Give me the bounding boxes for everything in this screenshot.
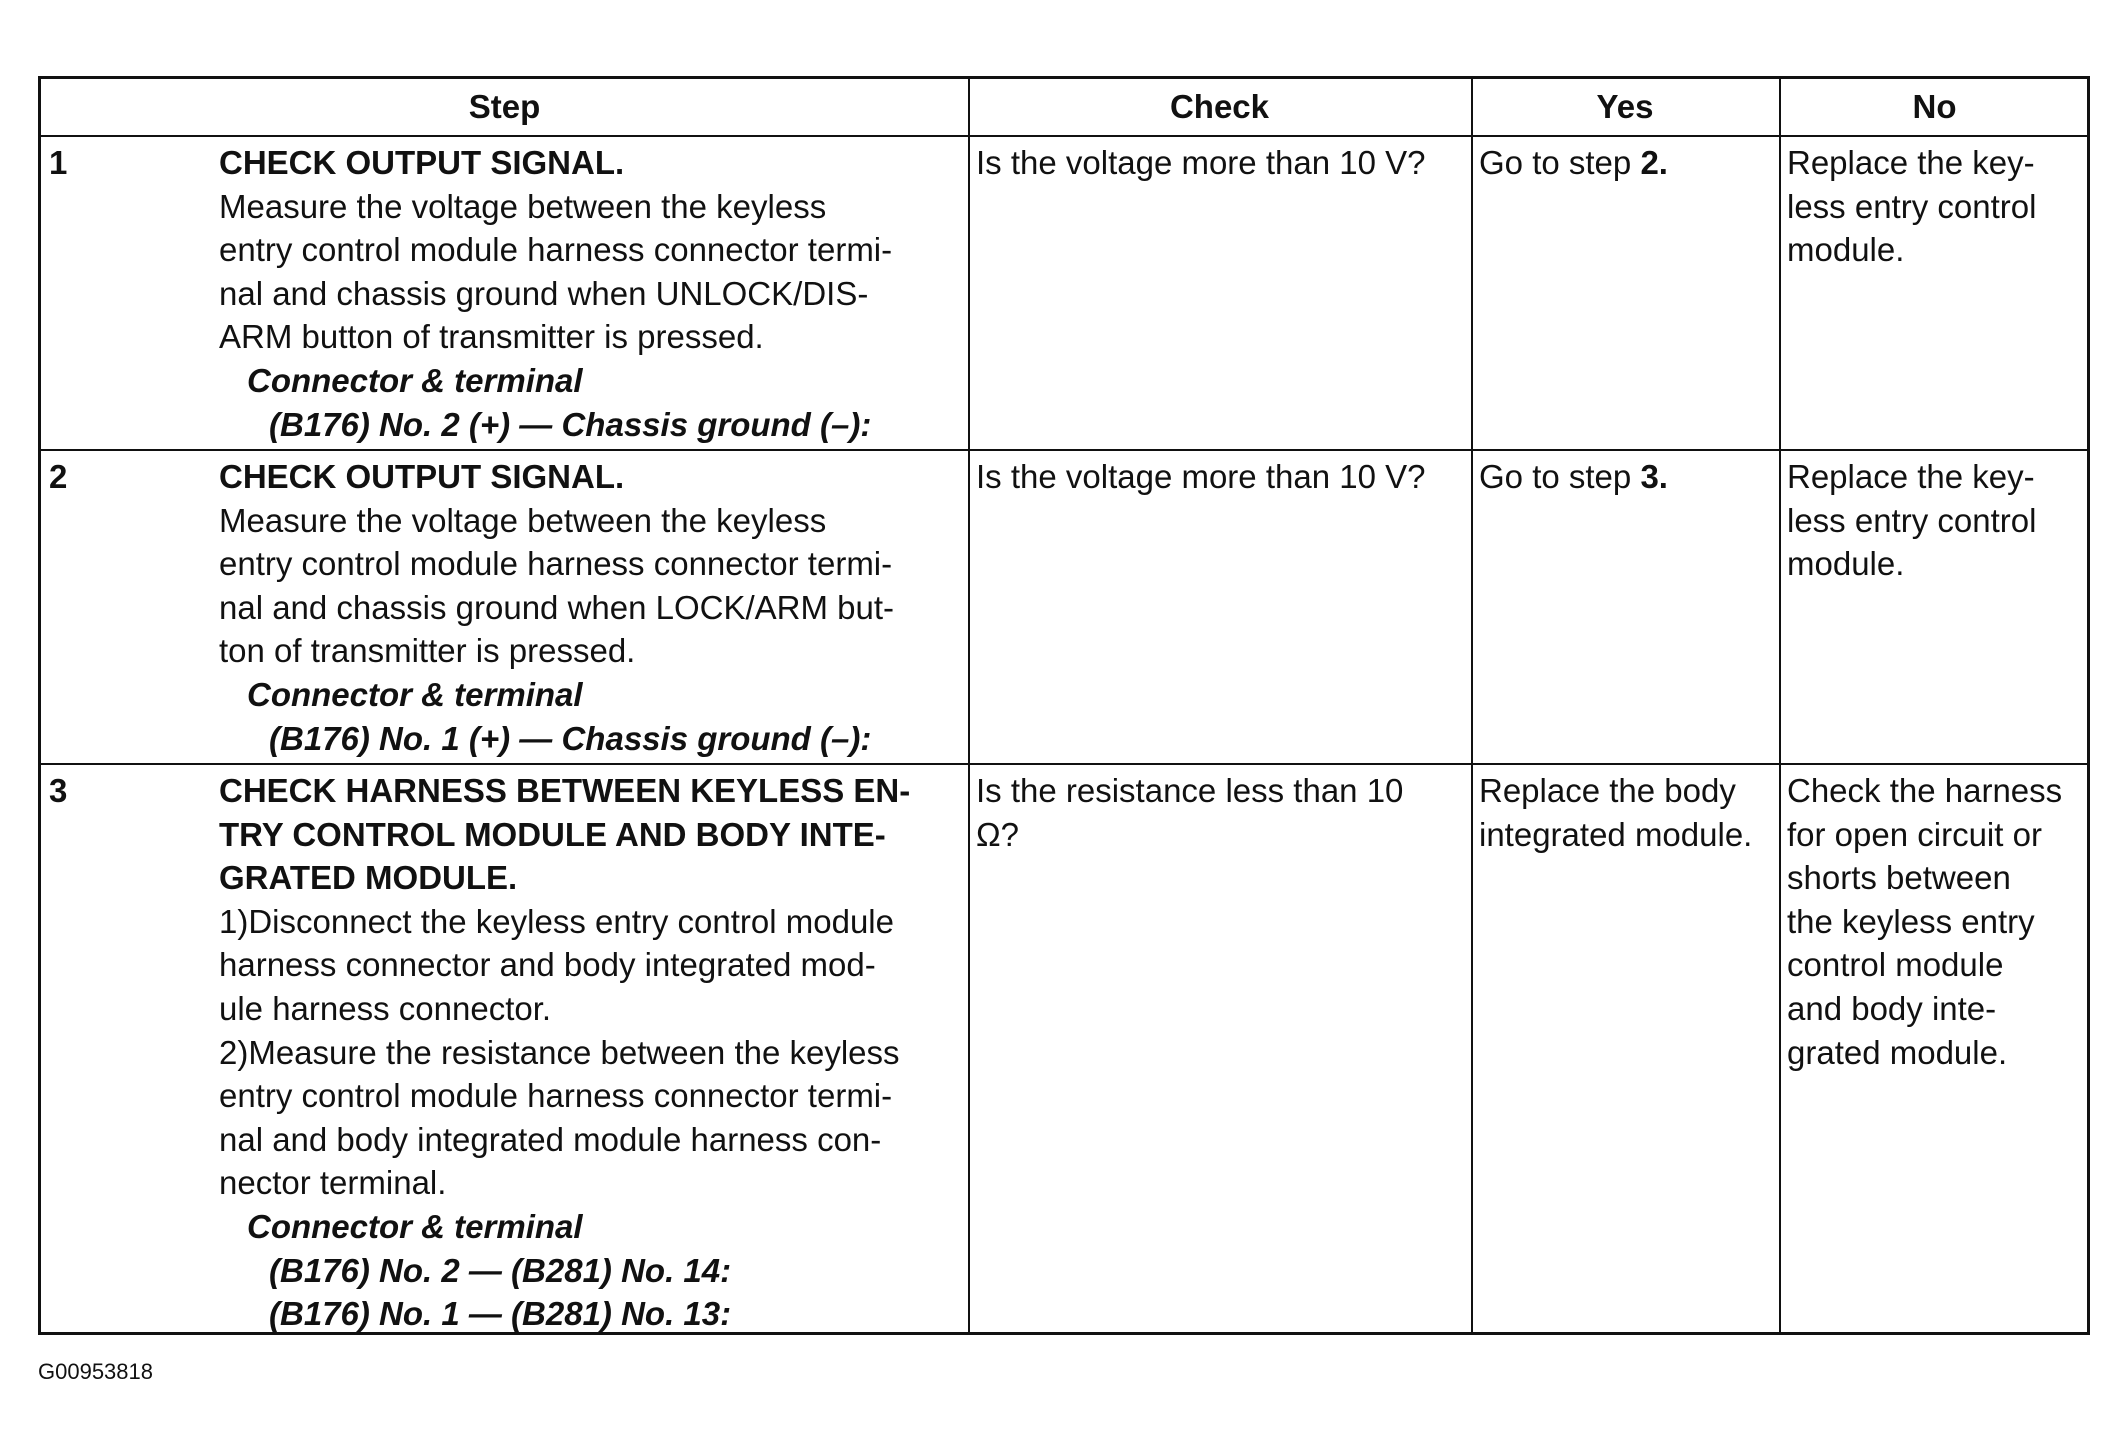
row-divider: [41, 763, 2087, 765]
step-text: Measure the voltage between the keyless: [219, 501, 827, 539]
step-text: Measure the voltage between the keyless: [219, 187, 827, 225]
step-text: entry control module harness connector termi-: [219, 545, 893, 583]
step-text: nal and body integrated module harness con-: [219, 1120, 882, 1158]
step-text: 2)Measure the resistance between the keyless: [219, 1033, 900, 1071]
connector-terminal: (B176) No. 1 — (B281) No. 13:: [269, 1295, 732, 1333]
step-content: [219, 769, 910, 1336]
row-divider: [41, 449, 2087, 451]
no-content: [1787, 769, 2062, 1074]
connector-terminal: (B176) No. 1 (+) — Chassis ground (–):: [269, 719, 872, 757]
figure-id: G00953818: [38, 1359, 153, 1384]
connector-terminal: (B176) No. 2 (+) — Chassis ground (–):: [269, 405, 872, 443]
check-text: Is the voltage more than 10 V?: [976, 458, 1426, 495]
check-content: [976, 141, 1425, 185]
column-divider: [968, 79, 970, 1332]
connector-label: Connector & terminal: [247, 361, 583, 399]
yes-step-ref: 2.: [1640, 144, 1668, 181]
step-content: [219, 141, 892, 446]
step-text: entry control module harness connector termi-: [219, 231, 893, 269]
no-text: and body inte-: [1787, 989, 1997, 1027]
step-number: 2: [49, 458, 68, 495]
yes-step-ref: 3.: [1640, 458, 1668, 495]
step-text: nal and chassis ground when LOCK/ARM but-: [219, 588, 895, 626]
header-yes: Yes: [1596, 88, 1654, 125]
step-title: GRATED MODULE.: [219, 859, 518, 897]
no-text: shorts between: [1787, 859, 2011, 897]
row-divider: [41, 135, 2087, 137]
yes-content: [1479, 769, 1752, 856]
no-content: [1787, 455, 2036, 586]
check-content: [976, 769, 1403, 856]
step-text: harness connector and body integrated mod-: [219, 946, 876, 984]
no-text: control module: [1787, 946, 2004, 984]
header-no: No: [1912, 88, 1957, 125]
column-divider: [1471, 79, 1473, 1332]
step-number: 1: [49, 144, 68, 181]
check-text: Is the resistance less than 10: [976, 772, 1404, 809]
step-title: CHECK OUTPUT SIGNAL.: [219, 144, 625, 181]
connector-label: Connector & terminal: [247, 1207, 583, 1245]
connector-label: Connector & terminal: [247, 675, 583, 713]
yes-text: integrated module.: [1479, 815, 1753, 853]
header-step: Step: [468, 88, 541, 125]
no-text: Check the harness: [1787, 772, 2063, 809]
column-divider: [1779, 79, 1781, 1332]
step-text: nal and chassis ground when UNLOCK/DIS-: [219, 274, 869, 312]
no-text: module.: [1787, 545, 1905, 583]
step-title: CHECK OUTPUT SIGNAL.: [219, 458, 625, 495]
step-text: entry control module harness connector termi-: [219, 1077, 893, 1115]
step-text: nector terminal.: [219, 1164, 447, 1202]
step-number: 3: [49, 772, 68, 809]
step-text: 1)Disconnect the keyless entry control module: [219, 902, 894, 940]
yes-content: [1479, 141, 1668, 185]
diagnostic-table: [38, 76, 2090, 1335]
check-content: [976, 455, 1425, 499]
no-text: for open circuit or: [1787, 815, 2042, 853]
no-text: the keyless entry: [1787, 902, 2035, 940]
yes-text: Replace the body: [1479, 772, 1736, 809]
yes-content: [1479, 455, 1668, 499]
no-text: grated module.: [1787, 1033, 2008, 1071]
check-text: Is the voltage more than 10 V?: [976, 144, 1426, 181]
header-check: Check: [1169, 88, 1270, 125]
check-text: Ω?: [976, 815, 1020, 853]
step-content: [219, 455, 894, 760]
step-title: TRY CONTROL MODULE AND BODY INTE-: [219, 815, 886, 853]
step-text: ARM button of transmitter is pressed.: [219, 318, 764, 356]
no-text: Replace the key-: [1787, 144, 2035, 181]
connector-terminal: (B176) No. 2 — (B281) No. 14:: [269, 1251, 732, 1289]
no-text: module.: [1787, 231, 1905, 269]
no-content: [1787, 141, 2036, 272]
yes-text: Go to step: [1479, 458, 1641, 495]
step-text: ule harness connector.: [219, 989, 552, 1027]
no-text: less entry control: [1787, 501, 2037, 539]
step-text: ton of transmitter is pressed.: [219, 632, 636, 670]
no-text: Replace the key-: [1787, 458, 2035, 495]
yes-text: Go to step: [1479, 144, 1641, 181]
step-title: CHECK HARNESS BETWEEN KEYLESS EN-: [219, 772, 911, 809]
no-text: less entry control: [1787, 187, 2037, 225]
